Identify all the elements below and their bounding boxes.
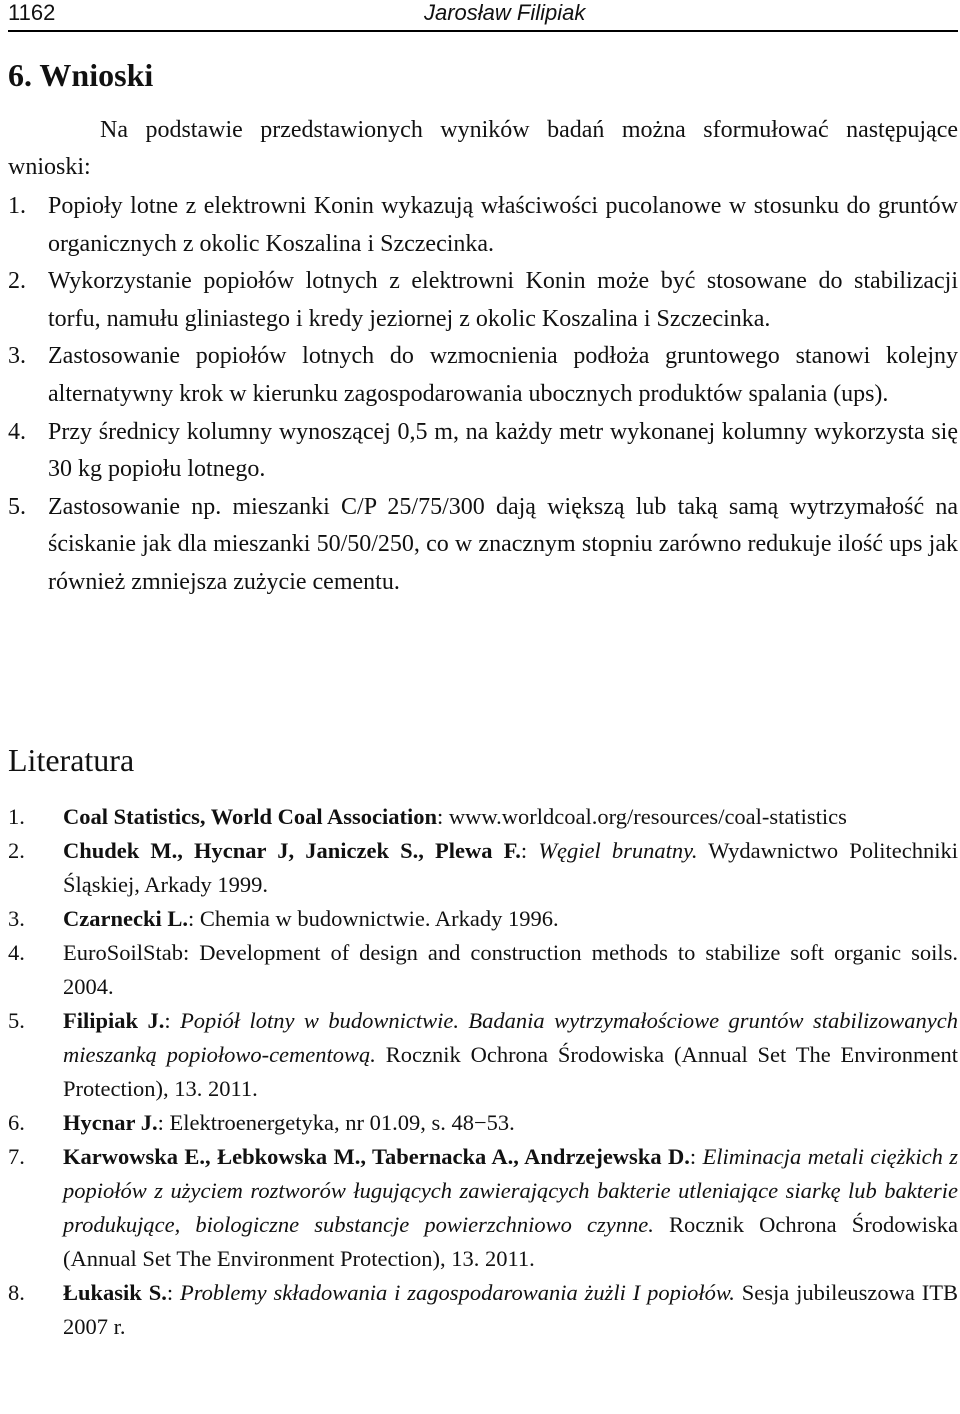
reference-authors: Hycnar J. [63, 1110, 158, 1135]
reference-details: Rocznik Ochrona Środowiska (Annual Set The Environment Protection), 13. 2011. [63, 1042, 958, 1101]
reference-authors: Filipiak J. [63, 1008, 165, 1033]
conclusion-number: 5. [8, 493, 26, 520]
conclusions-list [8, 188, 958, 602]
reference-details: Rocznik Ochrona Środowiska (Annual Set The Environment Protection), 13. 2011. [63, 1212, 958, 1271]
reference-separator: : [520, 838, 528, 863]
section-intro: Na podstawie przedstawionych wyników badań można sformułować następujące wnioski: [8, 117, 958, 180]
reference-number: 1. [8, 804, 25, 829]
reference-separator: : [187, 906, 195, 931]
conclusion-text: Popioły lotne z elektrowni Konin wykazują właściwości pucolanowe w stosunku do gruntów organicznych z okolic Koszalina i Szczecinka. [48, 193, 958, 257]
reference-title: Węgiel brunatny. [538, 838, 698, 863]
reference-text [63, 1140, 958, 1276]
reference-details: Sesja jubileuszowa ITB 2007 r. [63, 1280, 958, 1339]
reference-details: Wydawnictwo Politechniki Śląskiej, Arkady 1999. [63, 838, 959, 897]
reference-details: EuroSoilStab: Development of design and construction methods to stabilize soft organic soils. 2004. [63, 940, 958, 999]
reference-item [8, 1106, 958, 1140]
reference-item [8, 936, 958, 1004]
conclusion-item [8, 188, 958, 263]
reference-text [63, 800, 958, 834]
reference-text [63, 834, 958, 902]
reference-separator: : [437, 804, 444, 829]
conclusion-item [8, 489, 958, 602]
reference-text [63, 902, 958, 936]
reference-details: www.worldcoal.org/resources/coal-statistics [448, 804, 847, 829]
conclusion-number: 2. [8, 268, 26, 295]
reference-item [8, 834, 958, 902]
reference-authors: Łukasik S. [63, 1280, 167, 1305]
reference-authors: Czarnecki L. [63, 906, 188, 931]
reference-item [8, 902, 958, 936]
reference-title: Eliminacja metali ciężkich z popiołów z użyciem roztworów ługujących zawierających bakterie utleniające siarkę lub bakterie produkujące, biologiczne substancje powierzchniowo czynne. [63, 1144, 958, 1237]
reference-number: 7. [8, 1144, 25, 1169]
reference-number: 2. [8, 838, 25, 863]
reference-text [63, 1106, 958, 1140]
reference-text [63, 936, 958, 1004]
reference-item [8, 1276, 958, 1344]
reference-authors: Karwowska E., Łebkowska M., Tabernacka A., Andrzejewska D. [63, 1144, 690, 1169]
conclusion-text: Przy średnicy kolumny wynoszącej 0,5 m, na każdy metr wykonanej kolumny wykorzysta się 30 kg popiołu lotnego. [48, 418, 958, 483]
reference-number: 8. [8, 1280, 25, 1305]
conclusion-item [8, 263, 958, 338]
section-title: 6. Wnioski [8, 57, 154, 93]
conclusion-item [8, 414, 958, 489]
reference-number: 3. [8, 906, 25, 931]
reference-list [8, 800, 958, 1344]
reference-authors: Chudek M., Hycnar J, Janiczek S., Plewa F. [63, 838, 521, 863]
header-rule [8, 30, 958, 32]
running-author: Jarosław Filipiak [424, 0, 586, 25]
reference-text [63, 1276, 958, 1344]
conclusion-number: 3. [8, 343, 26, 370]
literature-title: Literatura [8, 742, 135, 778]
reference-separator: : [166, 1280, 174, 1305]
reference-number: 5. [8, 1008, 25, 1033]
conclusion-text: Wykorzystanie popiołów lotnych z elektrowni Konin może być stosowane do stabilizacji torfu, namułu gliniastego i kredy jeziornej z okolic Koszalina i Szczecinka. [48, 268, 958, 332]
running-header [8, 0, 958, 28]
conclusion-text: Zastosowanie popiołów lotnych do wzmocnienia podłoża gruntowego stanowi kolejny alternatywny krok w kierunku zagospodarowania ubocznych produktów spalania (ups). [48, 343, 958, 407]
conclusion-number: 1. [8, 193, 26, 219]
reference-title: Problemy składowania i zagospodarowania żużli I popiołów. [180, 1280, 735, 1305]
reference-number: 6. [8, 1110, 25, 1135]
reference-details: Elektroenergetyka, nr 01.09, s. 48−53. [169, 1110, 515, 1135]
conclusion-text: Zastosowanie np. mieszanki C/P 25/75/300 dają większą lub taką samą wytrzymałość na ściskanie jak dla mieszanki 50/50/250, co w znacznym stopniu zarówno redukuje ilość ups jak również zmniejsza zużycie cementu. [48, 493, 958, 595]
reference-number: 4. [8, 940, 25, 965]
reference-item [8, 1004, 958, 1106]
reference-item [8, 800, 958, 834]
reference-details: Chemia w budownictwie. Arkady 1996. [199, 906, 559, 931]
reference-item [8, 1140, 958, 1276]
conclusion-item [8, 338, 958, 413]
reference-separator: : [157, 1110, 164, 1135]
page-number: 1162 [8, 0, 56, 25]
reference-separator: : [689, 1144, 697, 1169]
reference-text [63, 1004, 958, 1106]
reference-title: Popiół lotny w budownictwie. Badania wytrzymałościowe gruntów stabilizowanych mieszanką popiołowo-cementową. [63, 1008, 958, 1067]
conclusion-number: 4. [8, 418, 26, 445]
reference-authors: Coal Statistics, World Coal Association [63, 804, 437, 829]
reference-separator: : [164, 1008, 171, 1033]
